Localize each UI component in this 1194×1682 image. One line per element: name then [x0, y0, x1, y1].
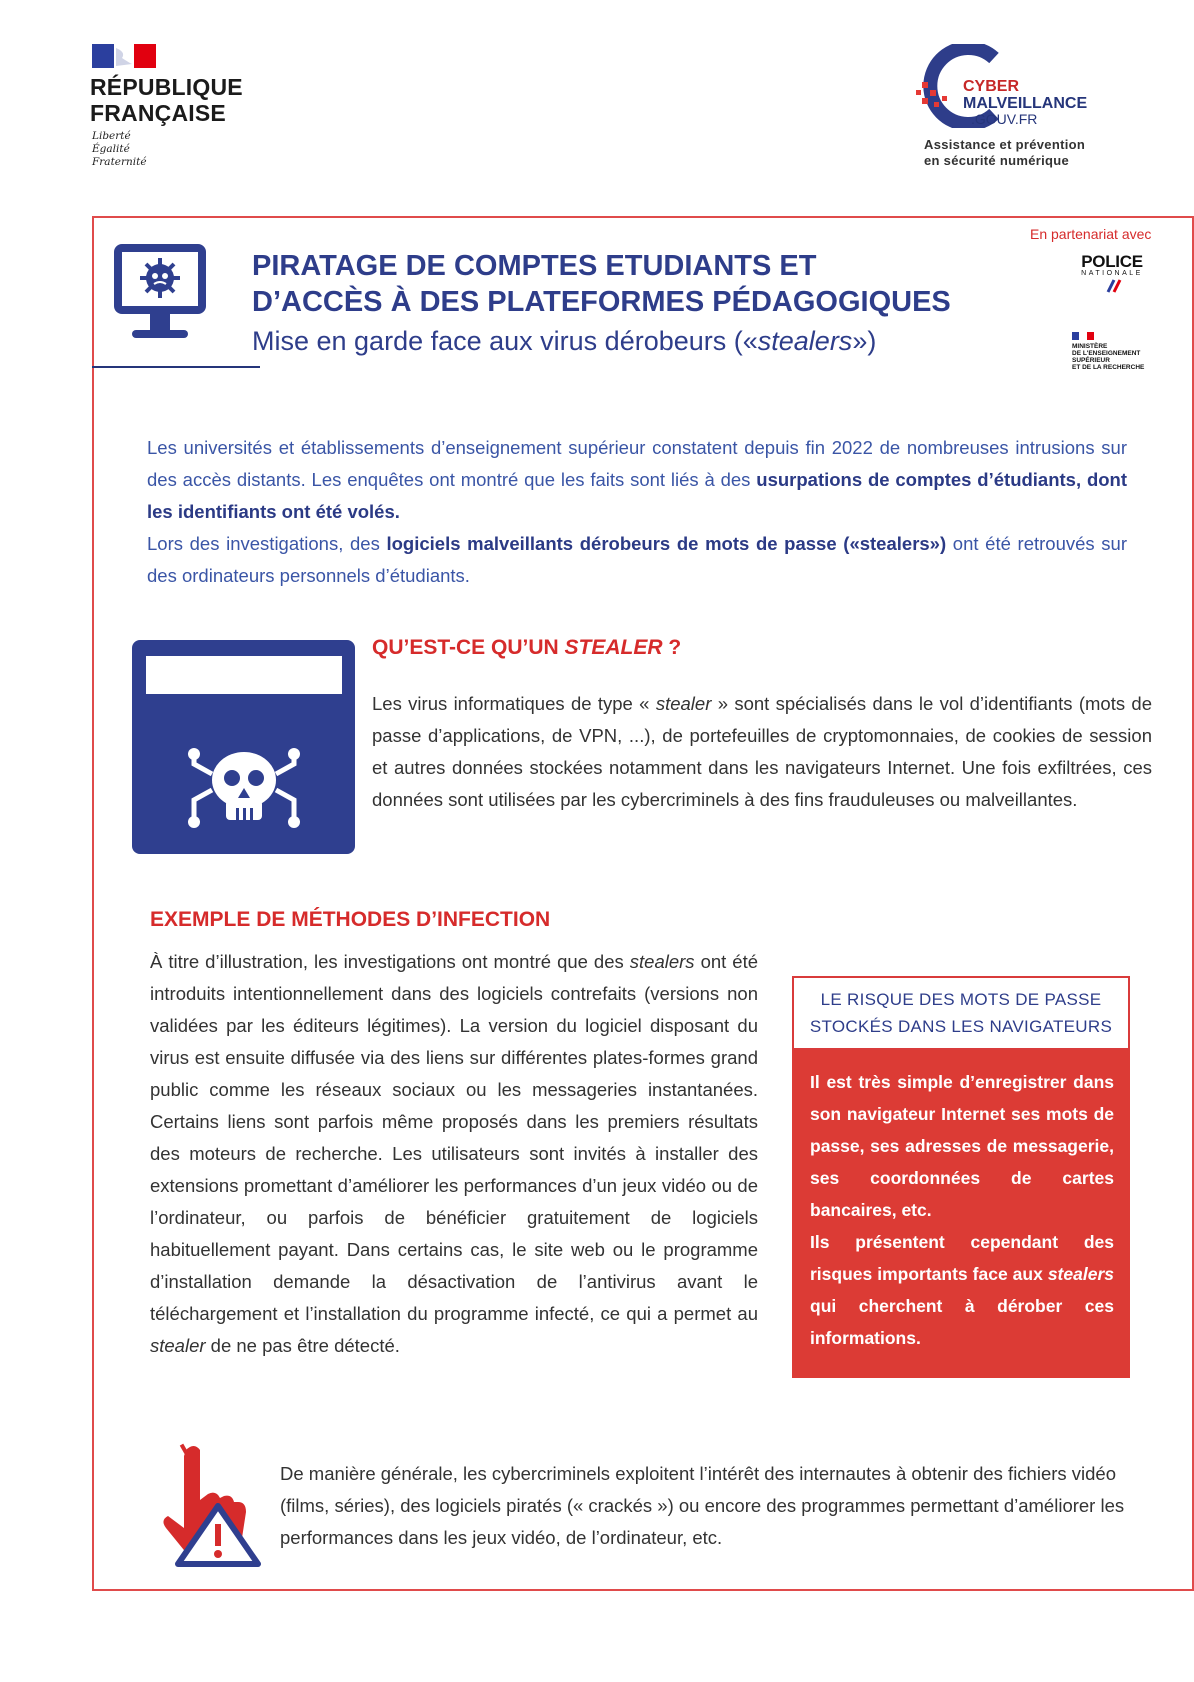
marianne-flag-logo: [92, 44, 156, 68]
general-warning-text: De manière générale, les cybercriminels exploitent l’intérêt des internautes à obtenir des fichiers vidéo (films, séries), des logiciels piratés (« crackés ») ou encore des programmes permettant d’améliorer les performances dans les jeux vidéo, de l’ordinateur, etc.: [280, 1463, 1125, 1548]
stealer-heading: QU’EST-CE QU’UN STEALER ?: [372, 636, 682, 659]
partner-label: En partenariat avec: [1030, 226, 1152, 242]
police-nationale-logo: POLICE NATIONALE: [1071, 254, 1153, 299]
republique-motto: Liberté Égalité Fraternité: [92, 130, 147, 168]
police-stripes-icon: [1092, 278, 1132, 294]
malveillance-wordmark: MALVEILLANCE: [963, 95, 1088, 112]
republique-francaise-title: RÉPUBLIQUE FRANÇAISE: [90, 74, 243, 126]
page-title: PIRATAGE DE COMPTES ETUDIANTS ET D’ACCÈS À DES PLATEFORMES PÉDAGOGIQUES: [252, 250, 951, 318]
gouv-fr-wordmark: .GOUV.FR: [971, 111, 1038, 127]
content-frame: [92, 216, 1194, 1591]
monitor-virus-icon: [110, 234, 210, 350]
ministere-flag-icon: [1072, 332, 1094, 340]
stealer-description: Les virus informatiques de type « stealer » sont spécialisés dans le vol d’identifiants (mots de passe d’applications, de VPN, ...), de portefeuilles de cryptomonnaies, de cookies de session et autres données stockées notamment dans les navigateurs Internet. Une fois exfiltrées, ces données sont utilisées par les cybercriminels à des fins frauduleuses ou malveillantes.: [372, 693, 1152, 810]
infection-description: À titre d’illustration, les investigations ont montré que des stealers ont été introduits intentionnellement dans des logiciels contrefaits (versions non validées par les éditeurs légitimes). La version du logiciel disposant du virus est ensuite diffusée via des liens sur différentes plates-formes grand public comme les réseaux sociaux ou les messageries instantanées. Certains liens sont parfois même proposés dans les premiers résultats des moteurs de recherche. Les utilisateurs sont invités à installer des extensions promettant d’améliorer les performances d’un jeux vidéo ou de l’ordinateur, ou parfois de bénéficier gratuitement de logiciels habituellement payant. Dans certains cas, le site web ou le programme d’installation demande la désactivation de l’antivirus avant le téléchargement et l’installation du programme infecté, ce qui a permet au stealer de ne pas être détecté.: [150, 951, 759, 1356]
intro-text: Les universités et établissements d’enseignement supérieur constatent depuis fin 2022 de nombreuses intrusions sur des accès distants. Les enquêtes ont montré que les faits sont liés à des usurpations de comptes d’étudiants, dont les identifiants ont été volés. Lors des investigations, des logiciels malveillants dérobeurs de mots de passe («stealers») ont été retrouvés sur des ordinateurs personnels d’étudiants.: [147, 437, 1128, 586]
infection-heading: EXEMPLE DE MÉTHODES D’INFECTION: [150, 908, 551, 931]
page-subtitle: Mise en garde face aux virus dérobeurs («stealers»): [252, 326, 877, 356]
ministere-logo: MINISTÈRE DE L'ENSEIGNEMENT SUPÉRIEUR ET DE LA RECHERCHE: [1072, 332, 1164, 371]
browser-skull-icon: [132, 640, 355, 854]
click-warning-icon: [146, 1442, 264, 1568]
risk-callout-heading: LE RISQUE DES MOTS DE PASSE STOCKÉS DANS LES NAVIGATEURS: [792, 976, 1130, 1050]
cyber-wordmark: CYBER: [963, 78, 1020, 95]
title-underline-divider: [92, 366, 260, 368]
risk-callout-box: [792, 976, 1130, 1378]
risk-callout-body: Il est très simple d’enregistrer dans son navigateur Internet ses mots de passe, ses adresses de messagerie, ses coordonnées de cartes bancaires, etc. Ils présentent cependant des risques importants face aux stealers qui cherchent à dérober ces informations.: [792, 1050, 1130, 1378]
cybermalveillance-tagline: Assistance et prévention en sécurité numérique: [924, 137, 1086, 168]
